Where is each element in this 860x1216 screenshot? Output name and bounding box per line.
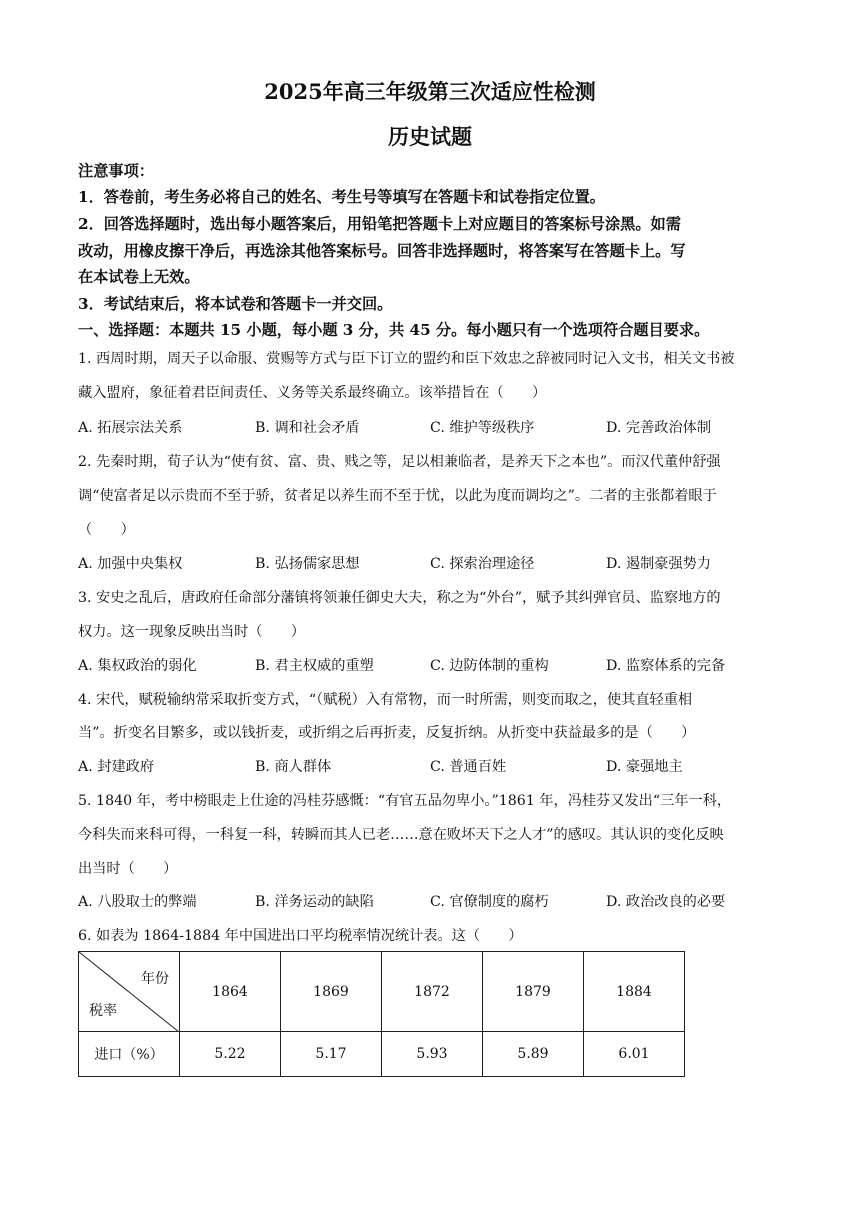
value-cell: 5.17 (281, 1032, 382, 1077)
question-text: 调“使富者足以示贵而不至于骄，贫者足以养生而不至于忧，以此为度而调均之”。二者的主张都着眼于 (78, 488, 717, 504)
question-text: 出当时（ ） (78, 861, 178, 877)
option-c[interactable]: C. 边防体制的重构 (430, 658, 549, 674)
diagonal-line (79, 952, 179, 1032)
question-text: 权力。这一现象反映出当时（ ） (78, 624, 306, 640)
option-c[interactable]: C. 探索治理途径 (430, 556, 535, 572)
option-a[interactable]: A. 封建政府 (78, 759, 155, 775)
year-cell: 1872 (382, 952, 483, 1032)
notice-heading: 注意事项： (78, 162, 154, 180)
notice-line: 2．回答选择题时，选出每小题答案后，用铅笔把答题卡上对应题目的答案标号涂黑。如需 (78, 215, 681, 233)
notice-line: 3．考试结束后，将本试卷和答题卡一并交回。 (78, 295, 393, 313)
option-b[interactable]: B. 调和社会矛盾 (255, 420, 360, 436)
option-a[interactable]: A. 集权政治的弱化 (78, 658, 197, 674)
question-text: 4. 宋代，赋税输纳常采取折变方式，“（赋税）入有常物，而一时所需，则变而取之，使其直轻重相 (78, 692, 693, 708)
notice-line: 改动，用橡皮擦干净后，再选涂其他答案标号。回答非选择题时，将答案写在答题卡上。写 (78, 242, 686, 260)
option-c[interactable]: C. 普通百姓 (430, 759, 507, 775)
options-row (78, 757, 783, 777)
value-cell: 5.89 (483, 1032, 584, 1077)
header-rate-label: 税率 (89, 1003, 117, 1019)
option-d[interactable]: D. 遏制豪强势力 (606, 556, 712, 572)
tax-rate-table (78, 951, 685, 1077)
table-row (79, 1032, 685, 1077)
year-cell: 1864 (180, 952, 281, 1032)
options-row (78, 554, 783, 574)
option-d[interactable]: D. 完善政治体制 (606, 420, 712, 436)
exam-subtitle: 历史试题 (388, 124, 472, 149)
section-heading: 一、选择题：本题共 15 小题，每小题 3 分，共 45 分。每小题只有一个选项符合题目要求。 (78, 321, 710, 339)
option-c[interactable]: C. 维护等级秩序 (430, 420, 535, 436)
question-text: 当”。折变名目繁多，或以钱折麦，或折绢之后再折麦，反复折纳。从折变中获益最多的是（ ） (78, 725, 696, 741)
value-cell: 5.93 (382, 1032, 483, 1077)
question-text: 3. 安史之乱后，唐政府任命部分藩镇将领兼任御史大夫，称之为“外台”，赋予其纠弹官员、监察地方的 (78, 590, 721, 606)
notice-line: 1．答卷前，考生务必将自己的姓名、考生号等填写在答题卡和试卷指定位置。 (78, 188, 605, 206)
question-text: 2. 先秦时期，荀子认为“使有贫、富、贵、贱之等，足以相兼临者，是养天下之本也”。而汉代董仲舒强 (78, 454, 721, 470)
value-cell: 6.01 (584, 1032, 685, 1077)
question-text: （ ） (78, 522, 135, 538)
question-text: 5. 1840 年，考中榜眼走上仕途的冯桂芬感慨：“有官五品勿卑小。”1861 年，冯桂芬又发出“三年一科， (78, 793, 732, 809)
option-b[interactable]: B. 洋务运动的缺陷 (255, 894, 374, 910)
year-cell: 1869 (281, 952, 382, 1032)
option-d[interactable]: D. 政治改良的必要 (606, 894, 726, 910)
value-cell: 5.22 (180, 1032, 281, 1077)
year-cell: 1879 (483, 952, 584, 1032)
notice-line: 在本试卷上无效。 (78, 268, 200, 286)
header-year-label: 年份 (141, 971, 169, 987)
option-d[interactable]: D. 豪强地主 (606, 759, 683, 775)
option-b[interactable]: B. 弘扬儒家思想 (255, 556, 360, 572)
option-a[interactable]: A. 八股取士的弊端 (78, 894, 197, 910)
option-a[interactable]: A. 加强中央集权 (78, 556, 183, 572)
table-header-row (79, 952, 685, 1032)
year-cell: 1884 (584, 952, 685, 1032)
row-label-cell: 进口（%） (79, 1032, 180, 1077)
options-row (78, 656, 783, 676)
option-a[interactable]: A. 拓展宗法关系 (78, 420, 183, 436)
option-d[interactable]: D. 监察体系的完备 (606, 658, 726, 674)
table-corner-cell (79, 952, 180, 1032)
question-text: 今科失而来科可得，一科复一科，转瞬而其人已老……意在败坏天下之人才”的感叹。其认识的变化反映 (78, 827, 724, 843)
options-row (78, 418, 783, 438)
question-text: 藏入盟府，象征着君臣间责任、义务等关系最终确立。该举措旨在（ ） (78, 385, 547, 401)
question-text: 6. 如表为 1864-1884 年中国进出口平均税率情况统计表。这（ ） (78, 928, 523, 944)
exam-title: 2025年高三年级第三次适应性检测 (264, 79, 596, 104)
option-c[interactable]: C. 官僚制度的腐朽 (430, 894, 549, 910)
option-b[interactable]: B. 君主权威的重塑 (255, 658, 374, 674)
question-text: 1. 西周时期，周天子以命服、赏赐等方式与臣下订立的盟约和臣下效忠之辞被同时记入文书，相关文书被 (78, 351, 735, 367)
option-b[interactable]: B. 商人群体 (255, 759, 332, 775)
options-row (78, 892, 783, 912)
